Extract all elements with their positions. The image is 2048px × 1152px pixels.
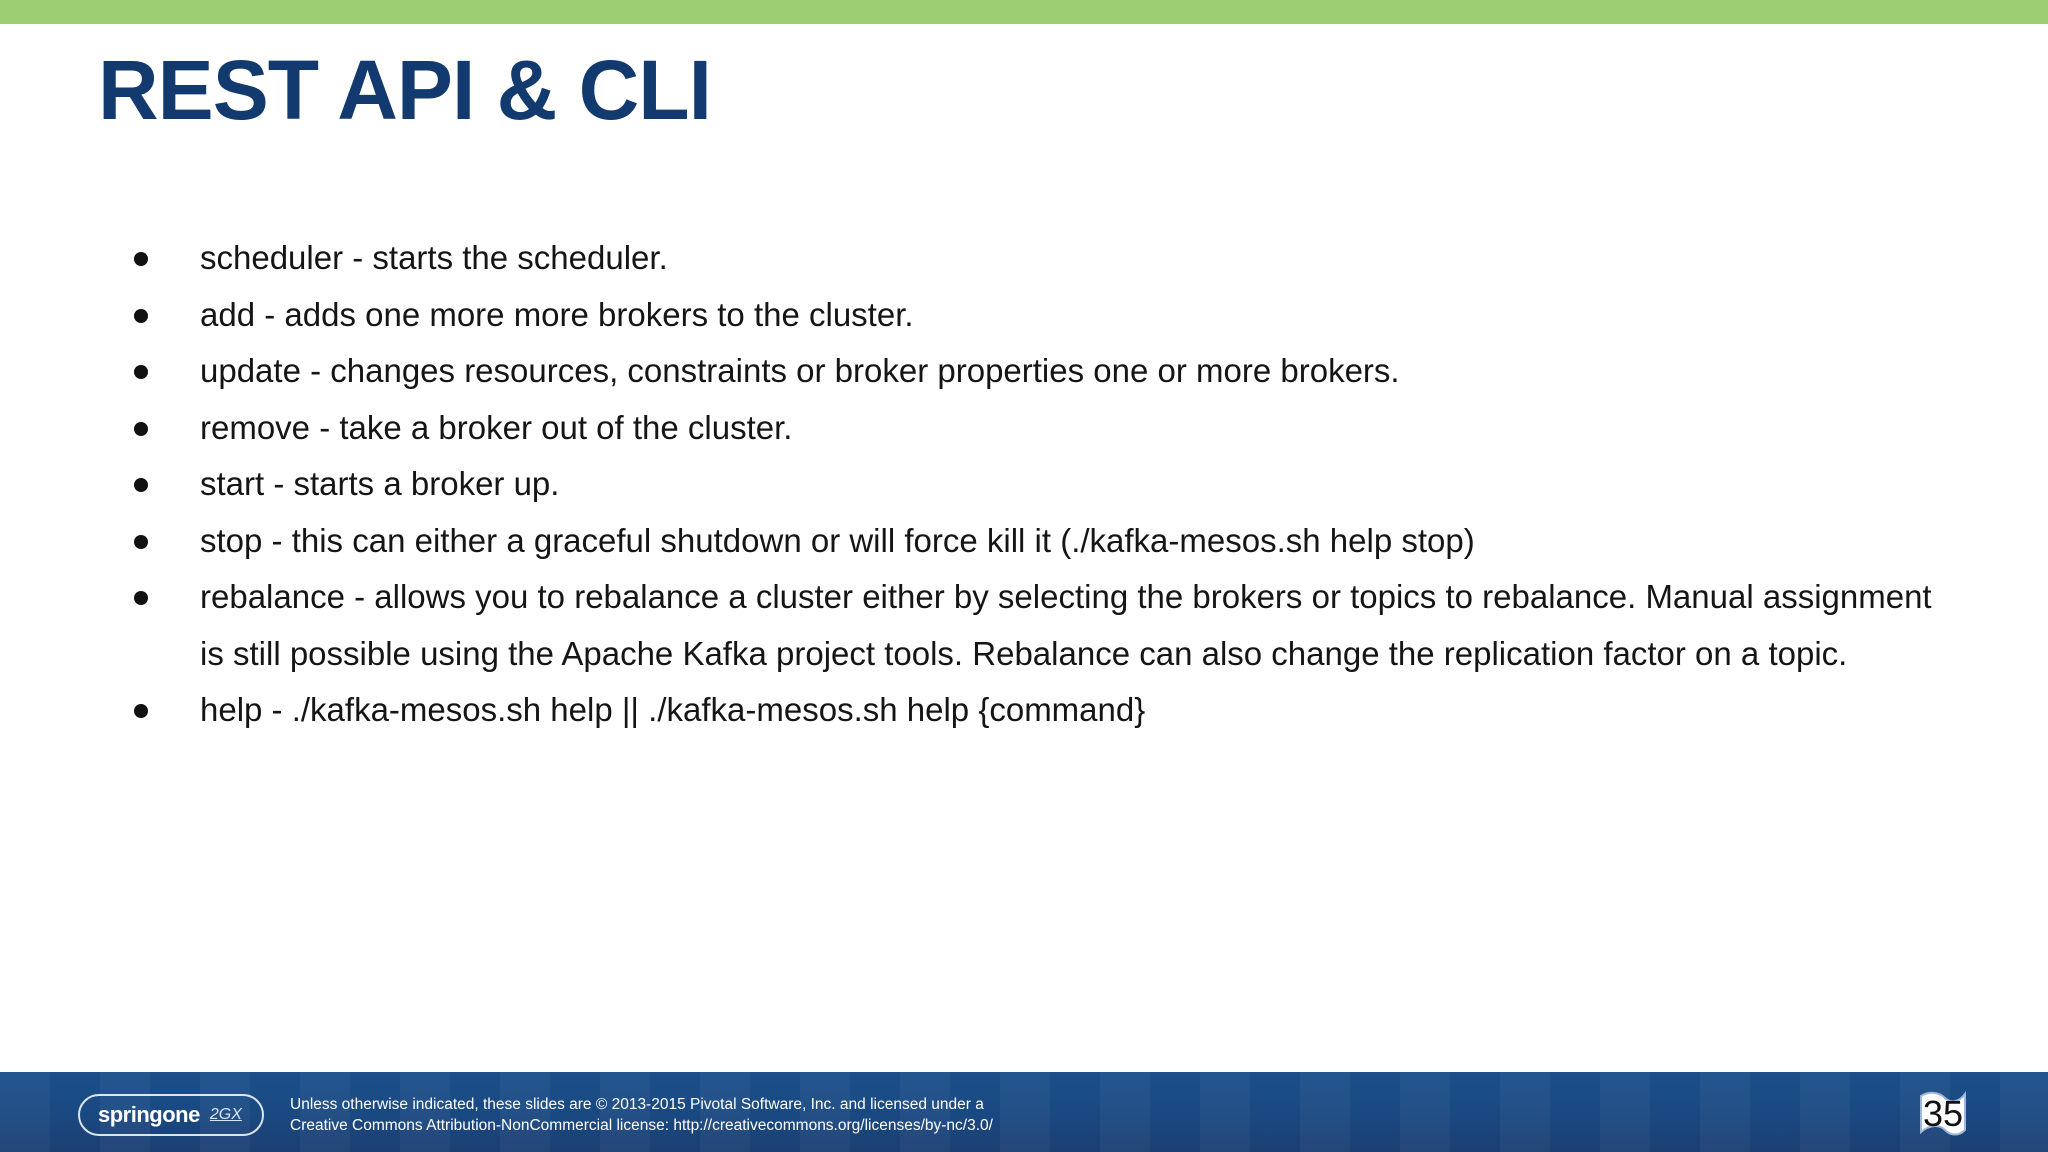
bullet-text: rebalance - allows you to rebalance a cluster either by selecting the brokers or topics to rebalance. Manual assignment is still possible using the Apache Kafka project tools. Rebalance can also change the replication factor on a topic.: [200, 578, 1932, 672]
bullet-text: update - changes resources, constraints or broker properties one or more brokers.: [200, 352, 1400, 389]
bullet-item: [130, 287, 1960, 344]
bullet-item: [130, 456, 1960, 513]
bullet-item: [130, 569, 1960, 682]
bullet-icon: [134, 309, 148, 323]
bullet-icon: [134, 535, 148, 549]
logo-text: springone: [98, 1102, 200, 1127]
page-number-badge: [1917, 1088, 1969, 1138]
bullet-text: remove - take a broker out of the cluster.: [200, 408, 793, 446]
bullet-icon: [134, 704, 148, 718]
page-number: 35: [1922, 1093, 1964, 1134]
bullet-text: add - adds one more more brokers to the cluster.: [200, 295, 914, 333]
springone-logo: [78, 1094, 264, 1136]
bullet-icon: [134, 422, 148, 436]
slide-title: REST API & CLI: [98, 43, 711, 137]
bullet-item: [130, 682, 1960, 739]
slide-footer: [0, 1072, 2048, 1152]
bullet-text: help - ./kafka-mesos.sh help || ./kafka-mesos.sh help {command}: [200, 691, 1146, 728]
license-line-1: Unless otherwise indicated, these slides are © 2013-2015 Pivotal Software, Inc. and licensed under a: [290, 1096, 984, 1113]
license-text: [290, 1094, 993, 1136]
top-accent-bar: [0, 0, 2048, 24]
bullet-icon: [134, 252, 148, 266]
license-line-2: Creative Commons Attribution-NonCommercial license: http://creativecommons.org/licenses/by-nc/3.0/: [290, 1117, 993, 1134]
bullet-item: [130, 343, 1960, 400]
bullet-text: start - starts a broker up.: [200, 465, 560, 502]
logo-mark: 2GX: [209, 1106, 242, 1123]
bullet-icon: [134, 365, 148, 379]
bullet-item: [130, 513, 1960, 570]
bullet-icon: [134, 478, 148, 492]
bullet-item: [130, 230, 1960, 287]
bullet-item: [130, 400, 1960, 457]
bullet-icon: [134, 591, 148, 605]
bullet-text: scheduler - starts the scheduler.: [200, 239, 668, 276]
bullet-text: stop - this can either a graceful shutdown or will force kill it (./kafka-mesos.sh help stop): [200, 521, 1475, 559]
bullet-list: [130, 230, 1960, 739]
